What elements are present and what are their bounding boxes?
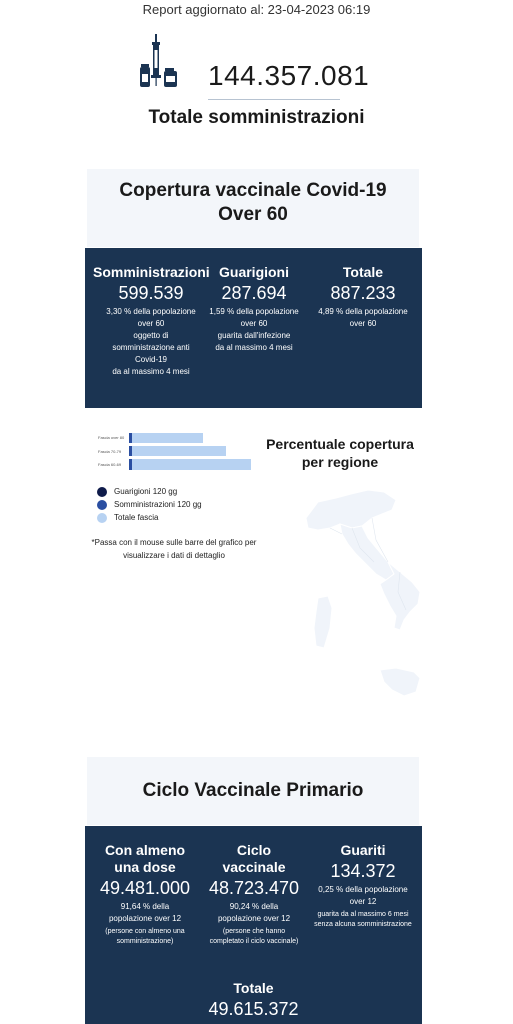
- syringe-vials-icon: [137, 34, 181, 90]
- legend-label: Guarigioni 120 gg: [114, 487, 178, 496]
- map-region-north[interactable]: [306, 490, 396, 530]
- legend-dot: [97, 513, 107, 523]
- primary-cycle-heading: Ciclo Vaccinale Primario: [87, 757, 419, 825]
- stat-guariti: [311, 842, 415, 930]
- stat-totale-ciclo: [85, 980, 422, 1020]
- stat-description: [201, 901, 307, 925]
- stat-note: [93, 927, 197, 947]
- chart-row-label: Fascia over 80: [98, 435, 125, 440]
- legend-item: [97, 511, 202, 524]
- chart-hover-note: *Passa con il mouse sulle barre del grafico per visualizzare i dati di dettaglio: [91, 538, 257, 560]
- stat-almeno-una-dose: [93, 842, 197, 947]
- legend-item: [97, 498, 202, 511]
- bar-somministrazioni-60-69[interactable]: [129, 459, 132, 470]
- desc-line: 91,64 % della: [120, 902, 170, 911]
- desc-line: 1,59 % della popolazione: [209, 307, 299, 316]
- bar-somministrazioni-70-79[interactable]: [129, 446, 132, 456]
- italy-regions-map[interactable]: [296, 488, 420, 700]
- stat-title: Guarigioni: [219, 264, 289, 280]
- desc-line: 3,30 % della popolazione: [106, 307, 196, 316]
- title-line: Con almeno: [104, 842, 186, 858]
- legend-dot: [97, 500, 107, 510]
- stat-guarigioni: [205, 264, 303, 354]
- bar-somministrazioni-over80[interactable]: [129, 433, 132, 443]
- total-administrations-label: Totale somministrazioni: [148, 107, 365, 128]
- stat-note: [201, 927, 307, 947]
- stat-title: Somministrazioni: [93, 264, 210, 280]
- stat-title: Totale: [233, 980, 274, 996]
- bar-totale-60-69[interactable]: [131, 459, 251, 470]
- bar-totale-70-79[interactable]: [131, 446, 226, 456]
- total-administrations-value: 144.357.081: [208, 60, 370, 91]
- desc-line: oggetto di: [133, 331, 169, 340]
- chart-row-label: Fascia 70-79: [98, 449, 122, 454]
- desc-line: somministrazione anti: [112, 343, 190, 352]
- desc-line: over 12: [349, 897, 377, 906]
- map-region-center[interactable]: [340, 524, 394, 580]
- stat-value: 287.694: [221, 283, 287, 303]
- note-line: (persone con almeno una: [105, 928, 185, 935]
- stat-value: 49.615.372: [208, 999, 299, 1019]
- desc-line: Covid-19: [134, 355, 167, 364]
- desc-line: guarita dall'infezione: [217, 331, 291, 340]
- stat-title: Guariti: [340, 842, 386, 858]
- stat-title: [93, 842, 197, 876]
- stat-totale: [313, 264, 413, 330]
- legend-label: Totale fascia: [114, 513, 159, 522]
- stat-value: 599.539: [118, 283, 184, 303]
- desc-line: 90,24 % della: [229, 902, 279, 911]
- legend-item: [97, 485, 202, 498]
- map-region-sardinia[interactable]: [314, 596, 332, 648]
- title-line: Ciclo: [236, 842, 272, 858]
- stat-ciclo-vaccinale: [201, 842, 307, 947]
- report-date: Report aggiornato al: 23-04-2023 06:19: [142, 2, 371, 17]
- coverage-over60-heading: [87, 169, 419, 247]
- desc-line: 0,25 % della popolazione: [318, 885, 408, 894]
- stat-description: [311, 884, 415, 908]
- legend-label: Somministrazioni 120 gg: [114, 500, 202, 509]
- title-line: vaccinale: [222, 859, 286, 875]
- stat-description: [93, 901, 197, 925]
- desc-line: over 60: [349, 319, 377, 328]
- desc-line: over 60: [240, 319, 268, 328]
- note-line: somministrazione): [116, 938, 174, 945]
- legend-dot: [97, 487, 107, 497]
- stat-description: [93, 306, 209, 378]
- desc-line: over 60: [137, 319, 165, 328]
- total-divider: [208, 99, 340, 100]
- chart-row-label: Fascia 60-69: [98, 462, 122, 467]
- map-title: Percentuale copertura per regione: [266, 436, 414, 470]
- primary-cycle-stats-panel: [85, 826, 422, 1024]
- map-region-sicily[interactable]: [380, 668, 420, 696]
- desc-line: popolazione over 12: [217, 914, 291, 923]
- note-line: senza alcuna somministrazione: [314, 921, 412, 928]
- stat-somministrazioni: [93, 264, 209, 378]
- stat-description: [313, 306, 413, 330]
- stat-value: 887.233: [330, 283, 396, 303]
- stat-value: 48.723.470: [208, 878, 300, 898]
- coverage-title-line1: Copertura vaccinale Covid-19: [119, 180, 387, 201]
- coverage-over60-stats-panel: [85, 248, 422, 408]
- desc-line: da al massimo 4 mesi: [215, 343, 293, 352]
- note-line: guarita da al massimo 6 mesi: [317, 911, 409, 918]
- note-line: (persone che hanno: [222, 928, 286, 935]
- stat-title: Totale: [342, 264, 384, 280]
- stat-value: 49.481.000: [99, 878, 191, 898]
- stat-value: 134.372: [330, 861, 396, 881]
- desc-line: da al massimo 4 mesi: [112, 367, 190, 376]
- title-line: una dose: [114, 859, 176, 875]
- age-group-bar-chart[interactable]: [96, 430, 256, 475]
- desc-line: 4,89 % della popolazione: [318, 307, 408, 316]
- coverage-title-line2: Over 60: [218, 204, 288, 225]
- note-line: completato il ciclo vaccinale): [209, 938, 299, 945]
- stat-description: [205, 306, 303, 354]
- chart-legend: [97, 485, 202, 524]
- stat-title: [201, 842, 307, 876]
- desc-line: popolazione over 12: [108, 914, 182, 923]
- bar-totale-over80[interactable]: [131, 433, 203, 443]
- stat-note: [311, 910, 415, 930]
